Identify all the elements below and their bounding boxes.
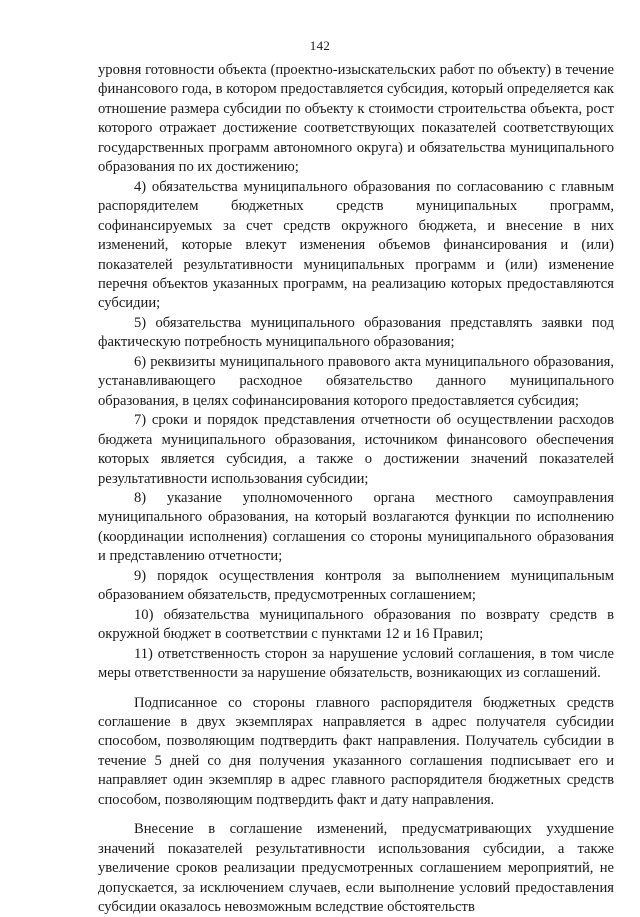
list-item-4: 4) обязательства муниципального образования по согласованию с главным распорядителем бюджетных средств муниципальных программ, софинансируемых за счет средств окружного бюджета, и внесение в них изменений, которые влекут изменения объемов финансирования и (или) показателей результативности муниципальных программ и (или) изменение перечня объектов указанных программ, на реализацию которых предоставляются субсидии;	[98, 178, 614, 312]
paragraph-continuation: уровня готовности объекта (проектно-изыскательских работ по объекту) в течение финансового года, в котором предоставляется субсидия, который определяется как отношение размера субсидии по объекту к стоимости строительства объекта, рост которого отражает достижение соответствующих показателей соответствующих государственных программ автономного округа) и обязательства муниципального образования по их достижению;	[98, 62, 614, 176]
paragraph-signing: Подписанное со стороны главного распорядителя бюджетных средств соглашение в двух экземплярах направляется в адрес получателя субсидии способом, позволяющим подтвердить факт направления. Получатель субсидии в течение 5 дней со дня получения указанного соглашения подписывает его и направляет один экземпляр в адрес главного распорядителя бюджетных средств способом, позволяющим подтвердить факт и дату направления.	[98, 694, 614, 808]
list-item-11: 11) ответственность сторон за нарушение условий соглашения, в том числе меры ответственности за нарушение обязательств, возникающих из соглашений.	[98, 645, 614, 682]
list-item-6: 6) реквизиты муниципального правового акта муниципального образования, устанавливающего расходное обязательство данного муниципального образования, в целях софинансирования которого предоставляется субсидия;	[98, 353, 614, 409]
page-number: 142	[309, 38, 331, 53]
document-body	[98, 61, 614, 917]
list-item-7: 7) сроки и порядок представления отчетности об осуществлении расходов бюджета муниципального образования, источником финансового обеспечения которых является субсидия, а также о достижении значений показателей результативности использования субсидии;	[98, 412, 614, 487]
list-item-10: 10) обязательства муниципального образования по возврату средств в окружной бюджет в соответствии с пунктами 12 и 16 Правил;	[98, 606, 614, 643]
list-item-5: 5) обязательства муниципального образования представлять заявки под фактическую потребность муниципального образования;	[98, 314, 614, 351]
list-item-8: 8) указание уполномоченного органа местного самоуправления муниципального образования, на который возлагаются функции по исполнению (координации исполнения) соглашения со стороны муниципального образования и представлению отчетности;	[98, 489, 614, 565]
paragraph-amendments: Внесение в соглашение изменений, предусматривающих ухудшение значений показателей результативности использования субсидии, а также увеличение сроков реализации предусмотренных соглашением мероприятий, не допускается, за исключением случаев, если выполнение условий предоставления субсидии оказалось невозможным вследствие обстоятельств	[98, 821, 614, 916]
list-item-9: 9) порядок осуществления контроля за выполнением муниципальным образованием обязательств, предусмотренных соглашением;	[98, 567, 614, 604]
